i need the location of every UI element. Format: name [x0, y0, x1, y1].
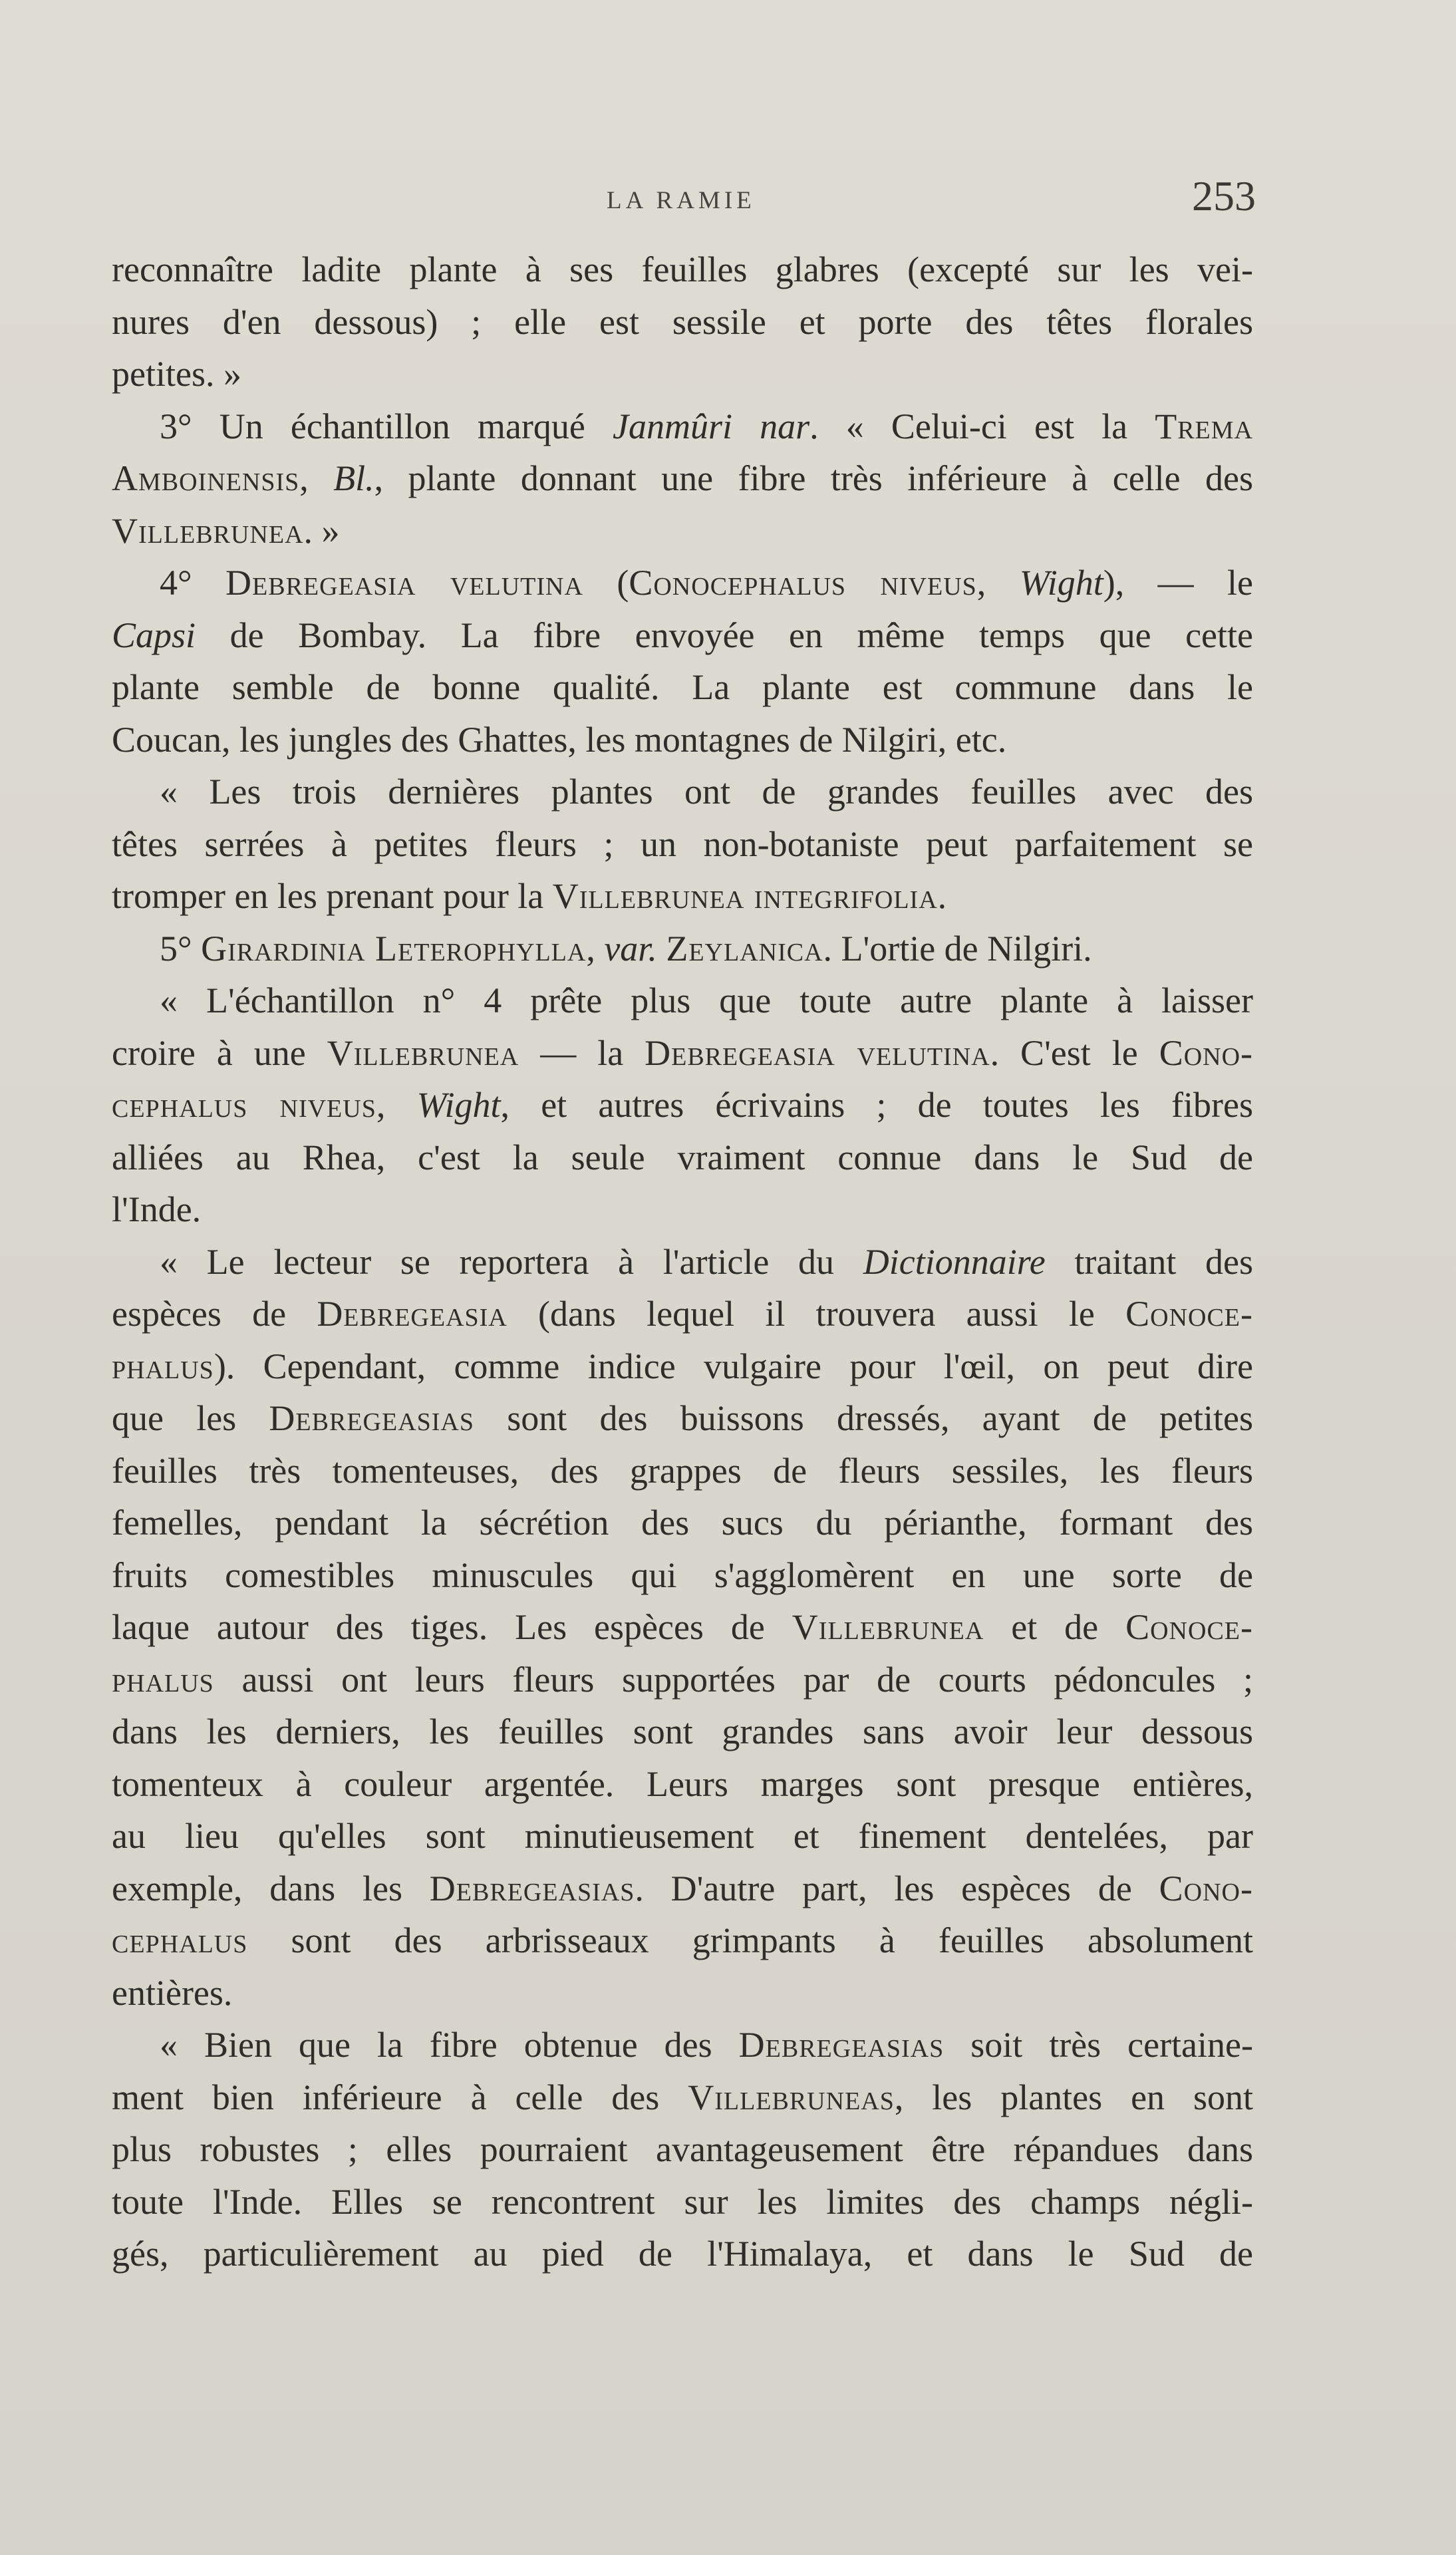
text-line	[112, 1706, 1253, 1758]
text-run: . D'autre part, les espèces de	[635, 1868, 1159, 1908]
text-run: sont des buissons dressés, ayant de petites	[474, 1398, 1254, 1438]
text-run: ment bien inférieure à celle des	[112, 2077, 688, 2117]
text-run: ), — le	[1103, 563, 1254, 603]
text-run: exemple, dans les	[112, 1868, 430, 1908]
text-run: . C'est le	[990, 1032, 1159, 1073]
text-line	[112, 2019, 1253, 2071]
text-run: et de	[984, 1607, 1126, 1647]
text-run: de Bombay. La fibre envoyée en même temps que cette	[196, 615, 1253, 655]
text-run: (dans lequel il trouvera aussi le	[507, 1294, 1126, 1334]
text-run: femelles, pendant la sécrétion des sucs du périanthe, formant des	[112, 1503, 1253, 1543]
text-line	[112, 2176, 1253, 2228]
text-run: , les plantes en sont	[894, 2077, 1253, 2117]
text-run: ,	[299, 458, 334, 498]
text-line	[112, 923, 1253, 975]
text-run: reconnaître ladite plante à ses feuilles glabres (excepté sur les vei-	[112, 249, 1253, 289]
text-line	[112, 870, 1253, 923]
text-line	[112, 1863, 1253, 1915]
page-number: 253	[1192, 172, 1256, 220]
text-line	[112, 1810, 1253, 1863]
text-run: , et autres écrivains ; de toutes les fibres	[500, 1085, 1253, 1125]
text-run: ). Cependant, comme indice vulgaire pour l'œil, on peut dire	[214, 1346, 1253, 1386]
small-caps-run: cephalus	[112, 1920, 248, 1960]
text-run: 3° Un échantillon marqué	[160, 406, 613, 446]
running-title: LA RAMIE	[607, 187, 756, 214]
small-caps-run: Villebrunea integrifolia	[552, 876, 938, 916]
text-run: feuilles très tomenteuses, des grappes de fleurs sessiles, les fleurs	[112, 1450, 1253, 1491]
text-run: gés, particulièrement au pied de l'Himalaya, et dans le Sud de	[112, 2234, 1253, 2274]
text-line	[112, 1914, 1253, 1967]
text-line	[112, 1183, 1253, 1236]
text-run: tomenteux à couleur argentée. Leurs marges sont presque entières,	[112, 1763, 1253, 1804]
text-line	[112, 243, 1253, 296]
text-run: . »	[303, 510, 340, 551]
text-run: ,	[376, 1085, 417, 1125]
text-run: , plante donnant une fibre très inférieure à celle des	[374, 458, 1253, 498]
small-caps-run: Zeylanica	[666, 928, 823, 969]
text-line	[112, 1236, 1253, 1288]
text-line	[112, 1445, 1253, 1497]
text-line	[112, 1079, 1253, 1131]
small-caps-run: Debregeasia	[317, 1294, 508, 1334]
small-caps-run: Amboinensis	[112, 458, 300, 498]
text-run: que les	[112, 1398, 269, 1438]
italic-run: Bl.	[333, 458, 374, 498]
text-run: nures d'en dessous) ; elle est sessile et porte des têtes florales	[112, 301, 1253, 342]
text-line	[112, 557, 1253, 609]
italic-run: Capsi	[112, 615, 196, 655]
text-run: têtes serrées à petites fleurs ; un non-botaniste peut parfaitement se	[112, 824, 1253, 864]
text-line	[112, 1027, 1253, 1080]
italic-run: Janmûri nar	[612, 406, 810, 446]
running-head	[0, 172, 1456, 225]
small-caps-run: Girardinia Leterophylla	[201, 928, 587, 969]
text-run: Coucan, les jungles des Ghattes, les montagnes de Nilgiri, etc.	[112, 719, 1007, 760]
text-run: dans les derniers, les feuilles sont grandes sans avoir leur dessous	[112, 1712, 1253, 1751]
text-run: « Bien que la fibre obtenue des	[160, 2025, 739, 2065]
body-text	[112, 243, 1253, 2280]
text-run: « Le lecteur se reportera à l'article du	[160, 1241, 863, 1282]
text-line	[112, 1967, 1253, 2020]
italic-run: Wight	[416, 1085, 501, 1125]
text-line	[112, 1758, 1253, 1811]
small-caps-run: phalus	[112, 1346, 214, 1386]
small-caps-run: Debregeasia velutina	[645, 1032, 990, 1073]
text-line	[112, 1601, 1253, 1654]
text-line	[112, 1392, 1253, 1445]
text-line	[112, 1340, 1253, 1393]
text-run: tromper en les prenant pour la	[112, 876, 553, 916]
text-line	[112, 975, 1253, 1027]
text-run: au lieu qu'elles sont minutieusement et finement dentelées, par	[112, 1816, 1253, 1856]
text-line	[112, 2228, 1253, 2280]
italic-run: Wight	[1019, 563, 1103, 603]
text-run: 5°	[160, 928, 202, 969]
text-run: . L'ortie de Nilgiri.	[823, 928, 1092, 969]
text-line	[112, 1549, 1253, 1602]
text-run: l'Inde.	[112, 1189, 202, 1229]
text-run: (	[583, 563, 629, 603]
text-run: — la	[519, 1032, 645, 1073]
italic-run: var.	[604, 928, 657, 969]
text-run: 4°	[160, 563, 226, 603]
text-run: espèces de	[112, 1294, 317, 1334]
small-caps-run: Villebruneas	[688, 2077, 895, 2117]
small-caps-run: Cono-	[1159, 1868, 1253, 1908]
small-caps-run: Cono-	[1159, 1032, 1254, 1073]
text-run: fruits comestibles minuscules qui s'agglomèrent en une sorte de	[112, 1555, 1253, 1595]
text-line	[112, 2123, 1253, 2176]
text-run: . « Celui-ci est la	[809, 406, 1155, 446]
text-line	[112, 714, 1253, 766]
text-run: « L'échantillon n° 4 prête plus que toute autre plante à laisser	[160, 980, 1253, 1020]
small-caps-run: Villebrunea	[792, 1607, 984, 1647]
text-run: alliées au Rhea, c'est la seule vraiment connue dans le Sud de	[112, 1137, 1253, 1177]
text-line	[112, 1654, 1253, 1706]
small-caps-run: Debregeasias	[738, 2025, 945, 2065]
small-caps-run: Conoce-	[1125, 1294, 1253, 1334]
text-run: ,	[586, 928, 605, 969]
text-line	[112, 348, 1253, 400]
text-line	[112, 1131, 1253, 1184]
text-line	[112, 609, 1253, 662]
small-caps-run: Debregeasias	[429, 1868, 635, 1908]
small-caps-run: phalus	[112, 1659, 214, 1700]
text-run: laque autour des tiges. Les espèces de	[112, 1607, 792, 1647]
text-line	[112, 1497, 1253, 1549]
text-line	[112, 452, 1253, 505]
text-run: toute l'Inde. Elles se rencontrent sur les limites des champs négli-	[112, 2181, 1253, 2222]
text-run: plante semble de bonne qualité. La plante est commune dans le	[112, 667, 1253, 707]
text-run: traitant des	[1045, 1241, 1253, 1282]
small-caps-run: cephalus niveus	[112, 1085, 376, 1125]
small-caps-run: Conoce-	[1125, 1607, 1253, 1647]
small-caps-run: Trema	[1155, 406, 1253, 446]
text-run: plus robustes ; elles pourraient avantageusement être répandues dans	[112, 2129, 1253, 2169]
small-caps-run: Villebrunea	[112, 510, 304, 551]
small-caps-run: Villebrunea	[327, 1032, 519, 1073]
text-line	[112, 2071, 1253, 2124]
text-run: « Les trois dernières plantes ont de grandes feuilles avec des	[160, 772, 1253, 812]
text-run: aussi ont leurs fleurs supportées par de courts pédoncules ;	[214, 1659, 1253, 1700]
text-line	[112, 505, 1253, 557]
text-run: sont des arbrisseaux grimpants à feuilles absolument	[247, 1920, 1253, 1960]
text-line	[112, 818, 1253, 871]
italic-run: Dictionnaire	[863, 1241, 1046, 1282]
text-run: croire à une	[112, 1032, 327, 1073]
text-run: petites. »	[112, 354, 241, 394]
text-line	[112, 400, 1253, 453]
text-line	[112, 766, 1253, 818]
text-line	[112, 296, 1253, 349]
text-run: ,	[976, 563, 1020, 603]
text-line	[112, 661, 1253, 714]
text-run: entières.	[112, 1972, 233, 2013]
text-run: soit très certaine-	[944, 2025, 1253, 2065]
text-line	[112, 1288, 1253, 1340]
small-caps-run: Debregeasias	[269, 1398, 474, 1438]
text-run: .	[937, 876, 947, 916]
small-caps-run: Debregeasia velutina	[225, 563, 583, 603]
text-run	[657, 929, 666, 969]
small-caps-run: Conocephalus niveus	[629, 563, 977, 603]
